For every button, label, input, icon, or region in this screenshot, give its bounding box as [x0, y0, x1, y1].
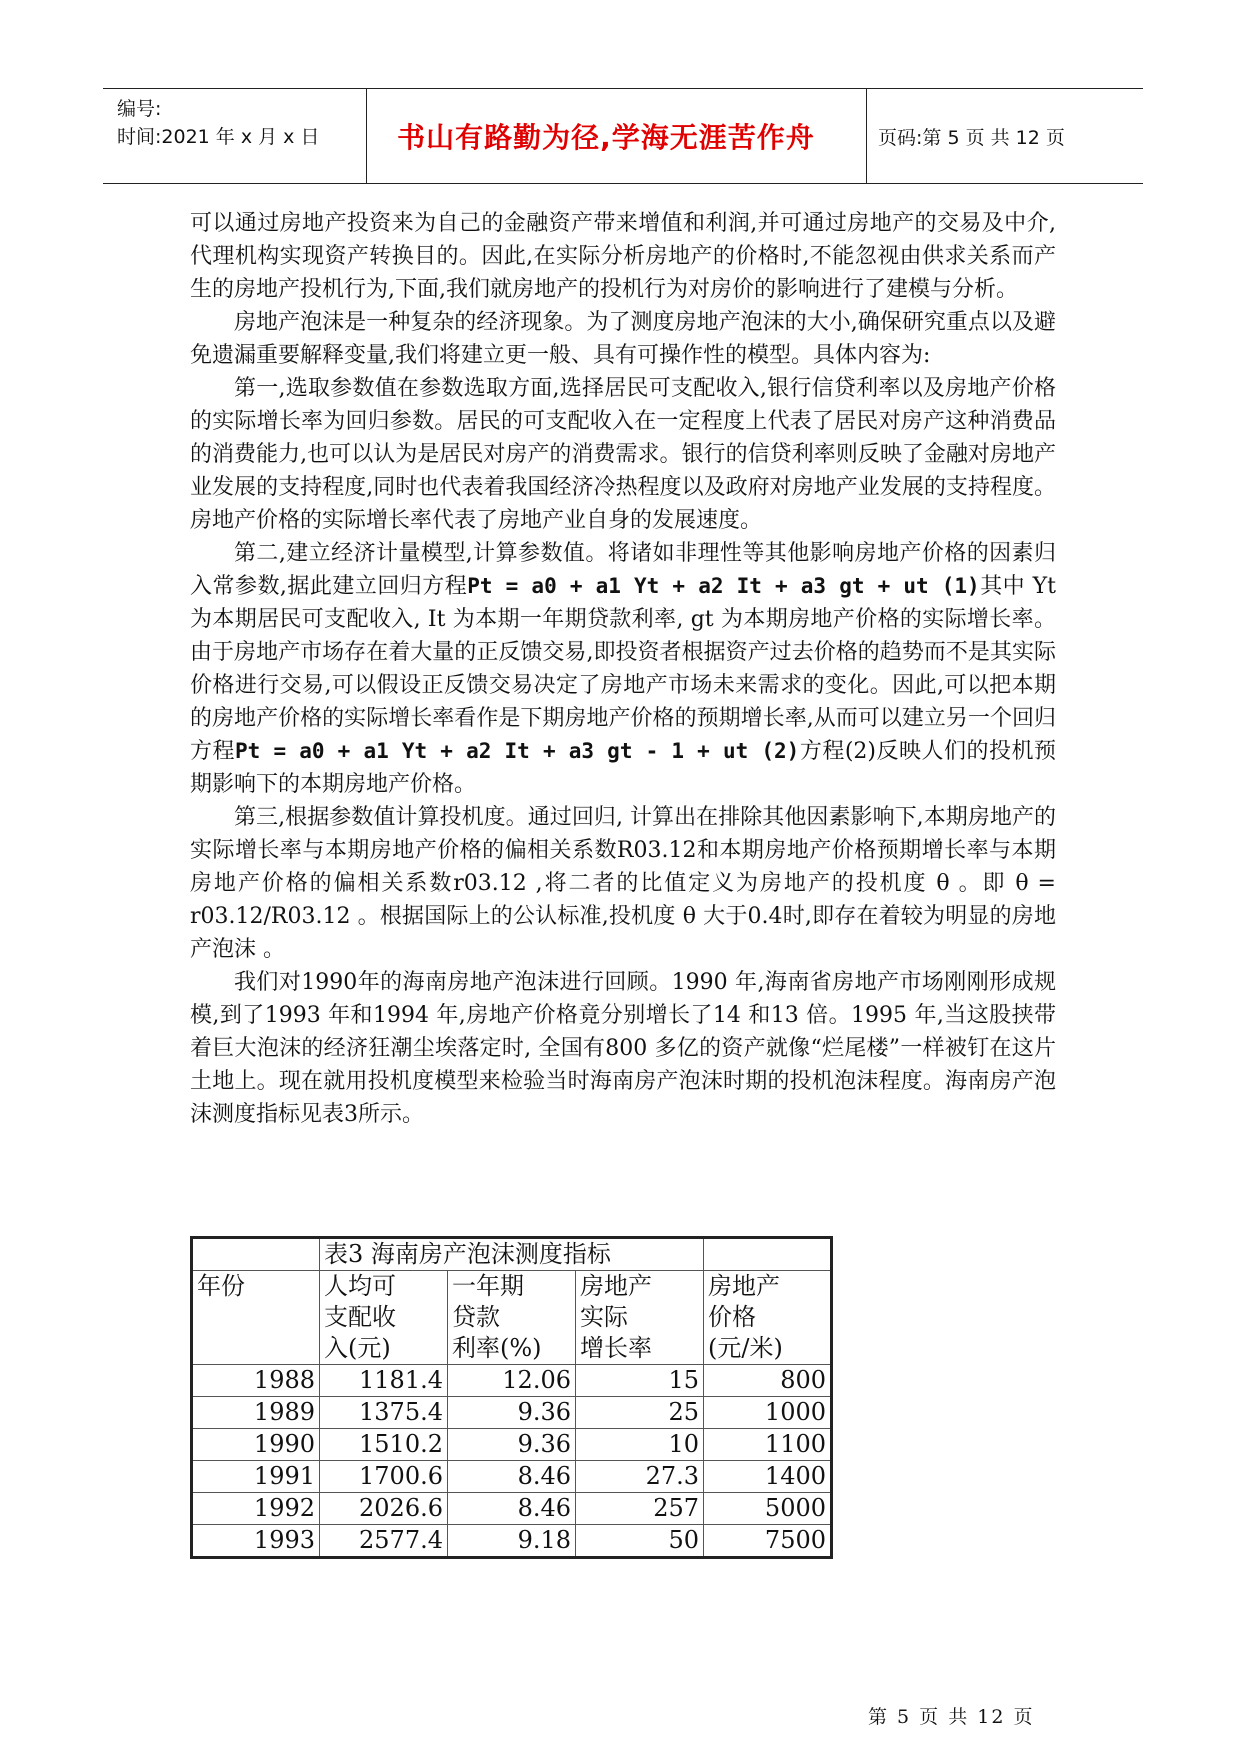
- header-meta: [117, 95, 319, 151]
- table-cell: 257: [576, 1493, 704, 1525]
- page-header: [103, 88, 1143, 184]
- text-run: 方程(2)反映人们的投机预期影响下的本期房地产价格。: [190, 739, 1056, 797]
- table-cell: 1400: [704, 1461, 832, 1493]
- table-header: 房地产: [704, 1271, 832, 1303]
- table-cell: 1993: [192, 1525, 320, 1558]
- table-row: [192, 1429, 832, 1461]
- time-label: 时间:2021 年 x 月 x 日: [117, 126, 320, 148]
- table-cell: [192, 1333, 320, 1365]
- paragraph: 可以通过房地产投资来为自己的金融资产带来增值和利润,并可通过房地产的交易及中介,代理机构实现资产转换目的。因此,在实际分析房地产的价格时,不能忽视由供求关系而产生的房地产投机行为,下面,我们就房地产的投机行为对房价的影响进行了建模与分析。: [190, 211, 1056, 302]
- table-row: [192, 1461, 832, 1493]
- page-footer: 第 5 页 共 12 页: [868, 1706, 1035, 1728]
- table-row: [192, 1397, 832, 1429]
- body-text: [190, 207, 1056, 1131]
- header-motto: 书山有路勤为径,学海无涯苦作舟: [397, 121, 815, 154]
- table-header: 利率(%): [448, 1333, 576, 1365]
- table-cell: 1510.2: [320, 1429, 448, 1461]
- header-page-info: 页码:第 5 页 共 12 页: [878, 126, 1065, 149]
- table-cell: [192, 1302, 320, 1333]
- table-header: 人均可: [320, 1271, 448, 1303]
- table-cell: 10: [576, 1429, 704, 1461]
- table-cell: 15: [576, 1365, 704, 1397]
- table-row: [192, 1493, 832, 1525]
- table-cell: 5000: [704, 1493, 832, 1525]
- table-cell: 1000: [704, 1397, 832, 1429]
- table-cell: [192, 1238, 320, 1271]
- table-cell: 2577.4: [320, 1525, 448, 1558]
- data-table: [190, 1236, 833, 1559]
- header-divider: [866, 89, 867, 183]
- table-header: (元/米): [704, 1333, 832, 1365]
- table-row: [192, 1525, 832, 1558]
- table-cell: 8.46: [448, 1461, 576, 1493]
- table-cell: 1181.4: [320, 1365, 448, 1397]
- text-run: 第二,建立经济计量模型,计算参数值。将诸如非理性等其他影响房地产价格的因素归入常参数,据此建立回归方程: [190, 541, 1056, 599]
- table-cell: 1989: [192, 1397, 320, 1429]
- table-row: [192, 1365, 832, 1397]
- table-cell: 800: [704, 1365, 832, 1397]
- table-cell: 1990: [192, 1429, 320, 1461]
- table-cell: 9.18: [448, 1525, 576, 1558]
- table-header: 价格: [704, 1302, 832, 1333]
- formula: Pt = a0 + a1 Yt + a2 It + a3 gt + ut (1): [467, 574, 980, 598]
- paragraph: 我们对1990年的海南房地产泡沫进行回顾。1990 年,海南省房地产市场刚刚形成规模,到了1993 年和1994 年,房地产价格竟分别增长了14 和13 倍。1995 年,当这股挟带着巨大泡沫的经济狂潮尘埃落定时, 全国有800 多亿的资产就像“烂尾楼”一样被钉在这片土地上。现在就用投机度模型来检验当时海南房产泡沫时期的投机泡沫程度。海南房产泡沫测度指标见表3所示。: [190, 970, 1056, 1127]
- table-cell: 1700.6: [320, 1461, 448, 1493]
- table-cell: 1100: [704, 1429, 832, 1461]
- table-cell: 9.36: [448, 1397, 576, 1429]
- table-header: 入(元): [320, 1333, 448, 1365]
- table-cell: 25: [576, 1397, 704, 1429]
- table-header-year: 年份: [192, 1271, 320, 1303]
- table-cell: 27.3: [576, 1461, 704, 1493]
- table-cell: 1992: [192, 1493, 320, 1525]
- table-header: 贷款: [448, 1302, 576, 1333]
- table-cell: 7500: [704, 1525, 832, 1558]
- table-cell: 2026.6: [320, 1493, 448, 1525]
- table-cell: 9.36: [448, 1429, 576, 1461]
- table-cell: 50: [576, 1525, 704, 1558]
- table-title: 表3 海南房产泡沫测度指标: [320, 1238, 704, 1271]
- table-cell: 12.06: [448, 1365, 576, 1397]
- formula: Pt = a0 + a1 Yt + a2 It + a3 gt - 1 + ut (2): [235, 739, 800, 763]
- table-header: 增长率: [576, 1333, 704, 1365]
- paragraph: 房地产泡沫是一种复杂的经济现象。为了测度房地产泡沫的大小,确保研究重点以及避免遗漏重要解释变量,我们将建立更一般、具有可操作性的模型。具体内容为:: [190, 310, 1056, 368]
- table-cell: [704, 1238, 832, 1271]
- paragraph: 第三,根据参数值计算投机度。通过回归, 计算出在排除其他因素影响下,本期房地产的实际增长率与本期房地产价格的偏相关系数R03.12和本期房地产价格预期增长率与本期房地产价格的偏相关系数r03.12 ,将二者的比值定义为房地产的投机度 θ 。即 θ = r03.12/R03.12 。根据国际上的公认标准,投机度 θ 大于0.4时,即存在着较为明显的房地产泡沫 。: [190, 805, 1056, 962]
- paragraph: 第一,选取参数值在参数选取方面,选择居民可支配收入,银行信贷利率以及房地产价格的实际增长率为回归参数。居民的可支配收入在一定程度上代表了居民对房产这种消费品的消费能力,也可以认为是居民对房产的消费需求。银行的信贷利率则反映了金融对房地产业发展的支持程度,同时也代表着我国经济冷热程度以及政府对房地产业发展的支持程度。房地产价格的实际增长率代表了房地产业自身的发展速度。: [190, 376, 1056, 533]
- table-header: 一年期: [448, 1271, 576, 1303]
- table-cell: 1988: [192, 1365, 320, 1397]
- table-cell: 1375.4: [320, 1397, 448, 1429]
- table-cell: 8.46: [448, 1493, 576, 1525]
- table-cell: 1991: [192, 1461, 320, 1493]
- paragraph: [190, 537, 1056, 801]
- table-header: 支配收: [320, 1302, 448, 1333]
- serial-label: 编号:: [117, 98, 162, 120]
- text-run: 其中 Yt 为本期居民可支配收入, It 为本期一年期贷款利率, gt 为本期房地产价格的实际增长率。由于房地产市场存在着大量的正反馈交易,即投资者根据资产过去价格的趋势而不是其实际价格进行交易,可以假设正反馈交易决定了房地产市场未来需求的变化。因此,可以把本期的房地产价格的实际增长率看作是下期房地产价格的预期增长率,从而可以建立另一个回归方程: [190, 574, 1057, 764]
- table-header: 实际: [576, 1302, 704, 1333]
- table-header: 房地产: [576, 1271, 704, 1303]
